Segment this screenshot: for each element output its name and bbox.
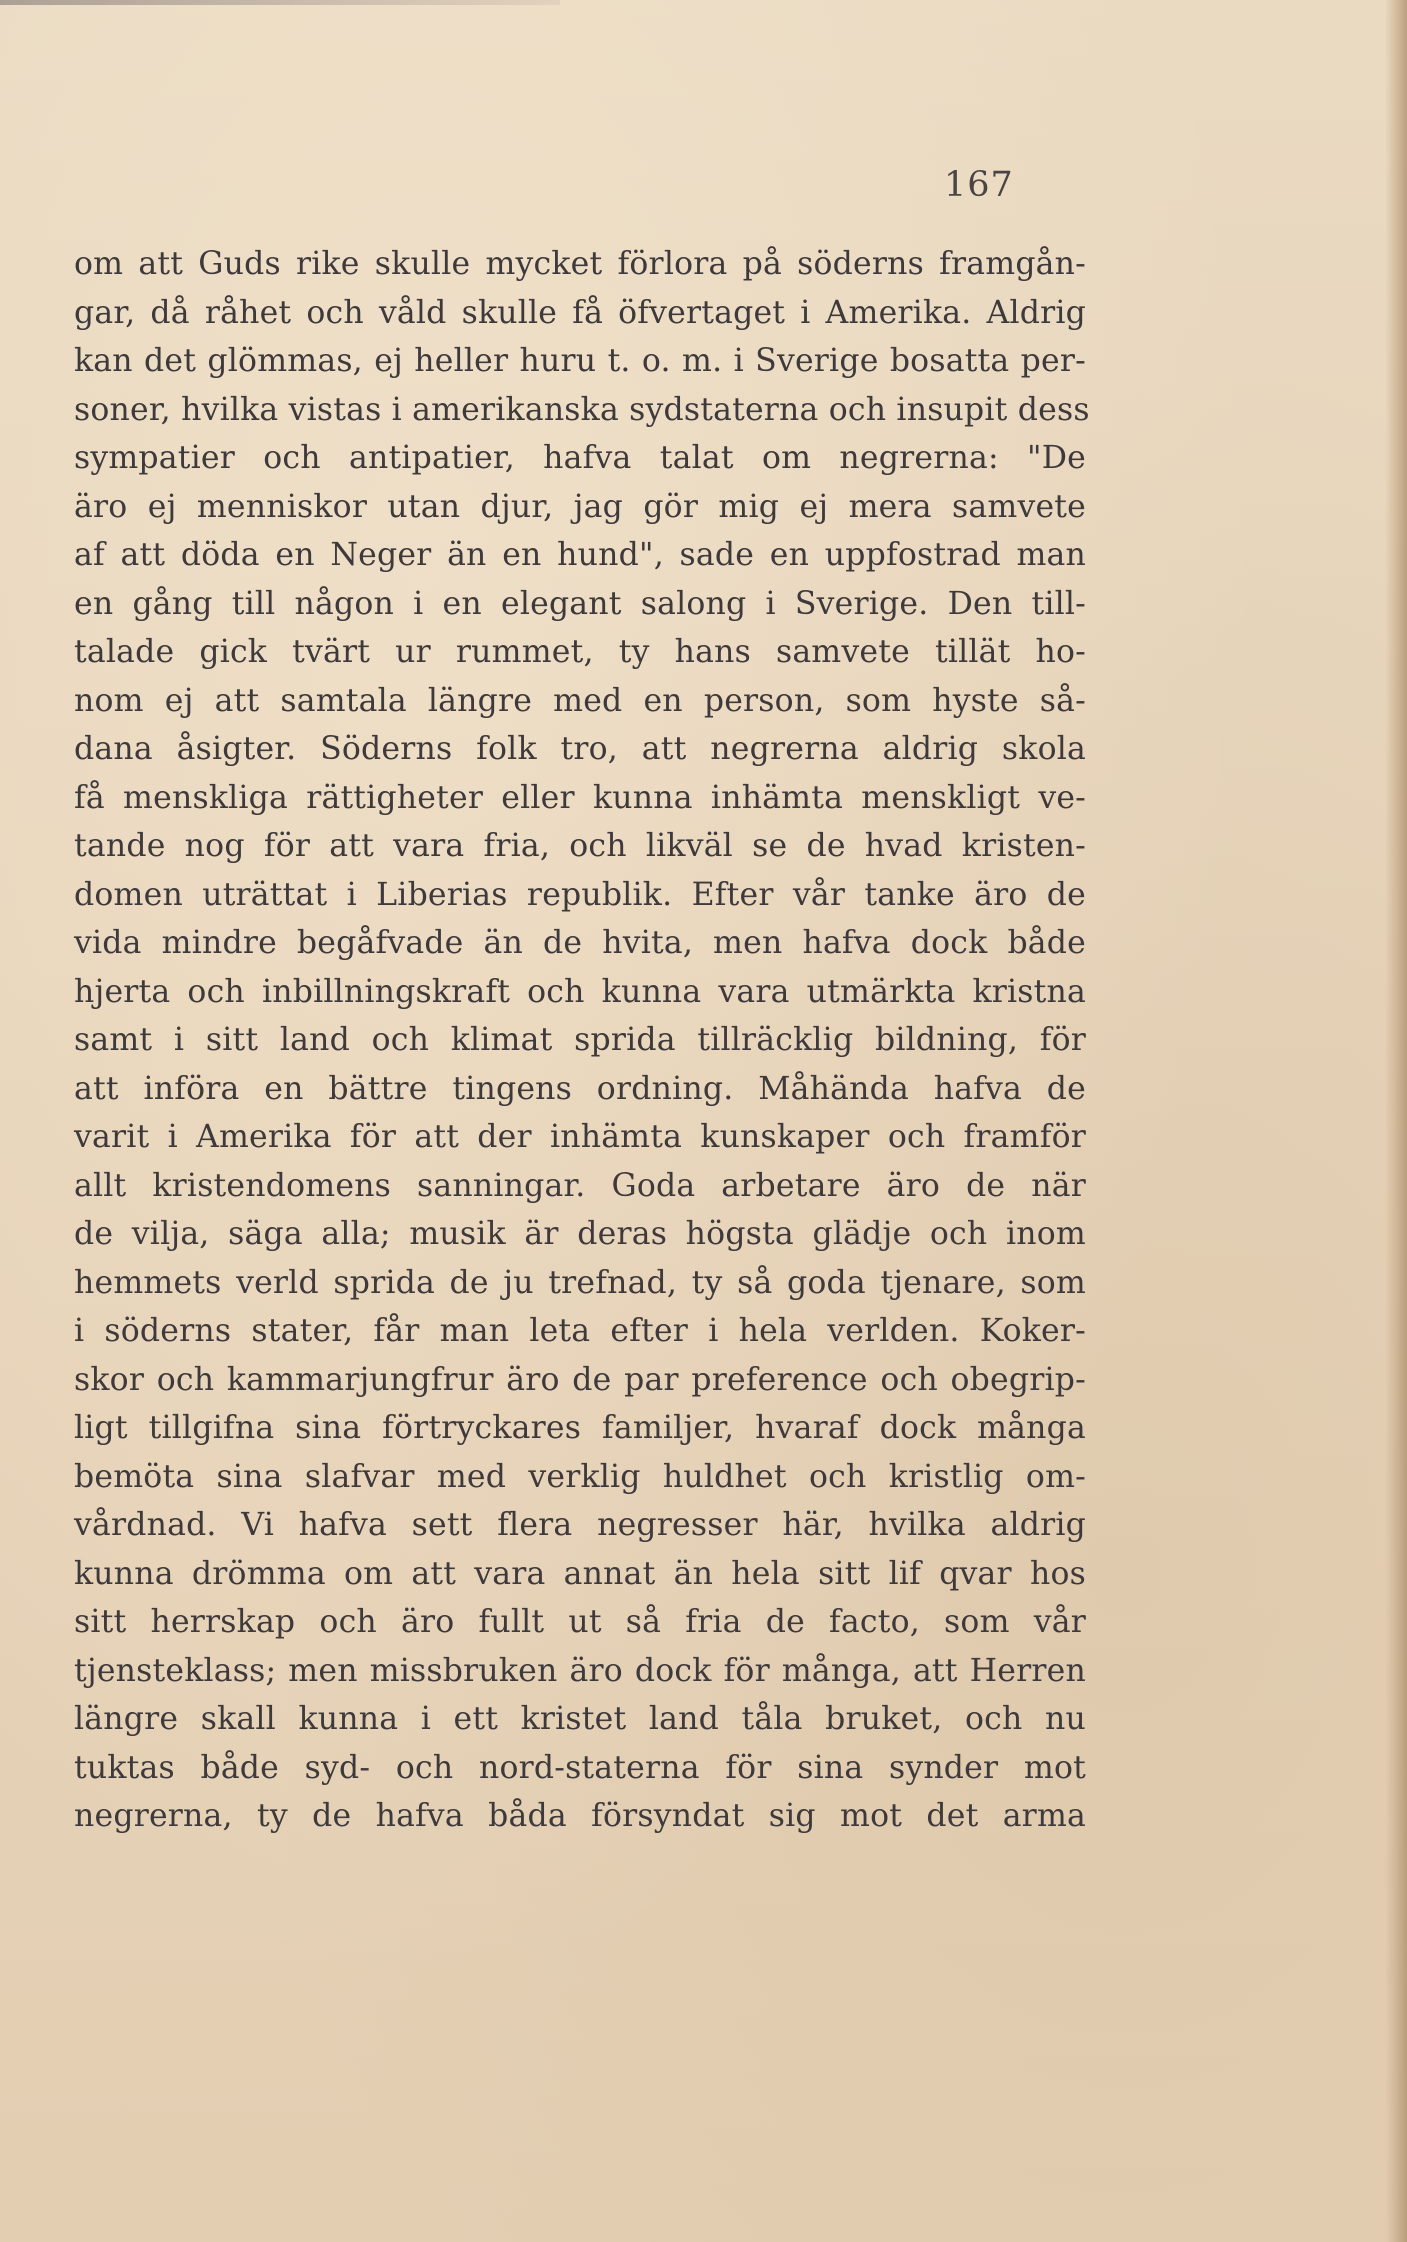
text-line: hemmets verld sprida de ju trefnad, ty så goda tjenare, som <box>74 1264 1086 1301</box>
text-line: tjensteklass; men missbruken äro dock för många, att Herren <box>74 1652 1086 1689</box>
text-line: om att Guds rike skulle mycket förlora på söderns framgån- <box>74 246 1086 282</box>
text-line: skor och kammarjungfrur äro de par preference och obegrip- <box>74 1361 1086 1398</box>
text-line: få menskliga rättigheter eller kunna inhämta menskligt ve- <box>74 779 1086 816</box>
page-top-edge <box>0 0 560 5</box>
text-line: hjerta och inbillningskraft och kunna vara utmärkta kristna <box>74 973 1086 1010</box>
text-line: af att döda en Neger än en hund", sade en uppfostrad man <box>74 537 1086 573</box>
text-line: samt i sitt land och klimat sprida tillräcklig bildning, för <box>74 1022 1086 1058</box>
text-line: sympatier och antipatier, hafva talat om negrerna: "De <box>74 440 1086 476</box>
text-line: vårdnad. Vi hafva sett flera negresser här, hvilka aldrig <box>74 1507 1086 1543</box>
text-line: de vilja, säga alla; musik är deras högsta glädje och inom <box>74 1216 1086 1252</box>
text-line: längre skall kunna i ett kristet land tåla bruket, och nu <box>74 1701 1086 1737</box>
text-line: vida mindre begåfvade än de hvita, men hafva dock både <box>74 925 1086 961</box>
text-line: negrerna, ty de hafva båda försyndat sig mot det arma <box>74 1798 1086 1834</box>
body-text <box>74 240 1090 1841</box>
text-line: en gång till någon i en elegant salong i Sverige. Den till- <box>74 585 1086 622</box>
text-line: bemöta sina slafvar med verklig huldhet och kristlig om- <box>74 1458 1086 1495</box>
text-line: domen uträttat i Liberias republik. Efter vår tanke äro de <box>74 876 1086 913</box>
text-line: talade gick tvärt ur rummet, ty hans samvete tillät ho- <box>74 634 1086 670</box>
text-line: varit i Amerika för att der inhämta kunskaper och framför <box>74 1119 1086 1155</box>
text-line: i söderns stater, får man leta efter i hela verlden. Koker- <box>74 1313 1086 1349</box>
text-line: äro ej menniskor utan djur, jag gör mig ej mera samvete <box>74 488 1086 525</box>
text-line: soner, hvilka vistas i amerikanska sydstaterna och insupit dess <box>74 391 1090 428</box>
text-line: gar, då råhet och våld skulle få öfvertaget i Amerika. Aldrig <box>74 294 1086 331</box>
page-right-edge <box>1385 0 1407 2242</box>
text-line: nom ej att samtala längre med en person, som hyste så- <box>74 682 1086 719</box>
text-line: sitt herrskap och äro fullt ut så fria de facto, som vår <box>74 1604 1086 1640</box>
text-line: tande nog för att vara fria, och likväl se de hvad kristen- <box>74 828 1086 864</box>
text-line: kan det glömmas, ej heller huru t. o. m. i Sverige bosatta per- <box>74 343 1086 379</box>
text-line: kunna drömma om att vara annat än hela sitt lif qvar hos <box>74 1555 1086 1592</box>
text-line: allt kristendomens sanningar. Goda arbetare äro de när <box>74 1167 1086 1204</box>
text-line: tuktas både syd- och nord-staterna för sina synder mot <box>74 1749 1086 1786</box>
text-line: ligt tillgifna sina förtryckares familjer, hvaraf dock många <box>74 1410 1086 1446</box>
page-number: 167 <box>944 165 1014 205</box>
text-line: dana åsigter. Söderns folk tro, att negrerna aldrig skola <box>74 731 1086 767</box>
text-line: att införa en bättre tingens ordning. Måhända hafva de <box>74 1070 1086 1107</box>
